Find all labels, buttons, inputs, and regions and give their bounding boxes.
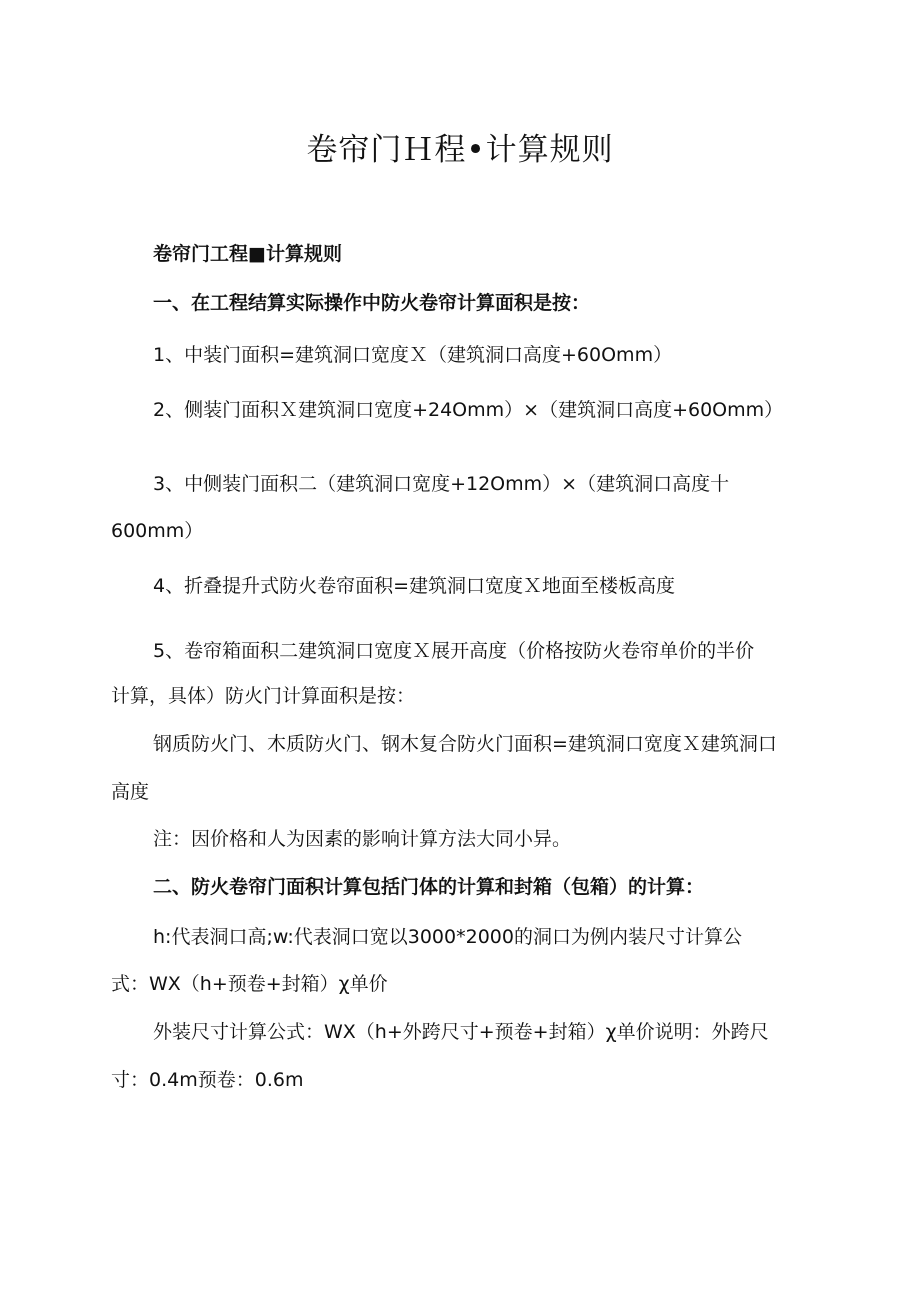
fire-door-formula-continued: 高度: [111, 781, 150, 803]
inner-size-formula-continued: 式：WX（h+预卷+封箱）χ单价: [111, 973, 388, 995]
fire-door-formula: 钢质防火门、木质防火门、钢木复合防火门面积=建筑洞口宽度Ｘ建筑洞口: [153, 733, 777, 755]
outer-size-formula: 外装尺寸计算公式：WX（h+外跨尺寸+预卷+封箱）χ单价说明：外跨尺: [153, 1021, 769, 1043]
section-two-heading: 二、防火卷帘门面积计算包括门体的计算和封箱（包箱）的计算：: [153, 876, 705, 898]
formula-5-continued: 计算，具体）防火门计算面积是按：: [111, 685, 416, 707]
formula-1: 1、中装门面积=建筑洞口宽度Ｘ（建筑洞口高度+60Omm）: [153, 344, 673, 366]
formula-3: 3、中侧装门面积二（建筑洞口宽度+12Omm）×（建筑洞口高度十: [153, 473, 730, 495]
formula-4: 4、折叠提升式防火卷帘面积=建筑洞口宽度Ｘ地面至楼板高度: [153, 575, 676, 597]
formula-3-continued: 600mm）: [111, 520, 204, 542]
document-title: 卷帘门Ｈ程•计算规则: [306, 132, 614, 168]
formula-5: 5、卷帘箱面积二建筑洞口宽度Ｘ展开高度（价格按防火卷帘单价的半价: [153, 640, 755, 662]
note-text: 注：因价格和人为因素的影响计算方法大同小异。: [153, 828, 572, 850]
inner-size-formula: h:代表洞口高;w:代表洞口宽以3000*2000的洞口为例内装尺寸计算公: [153, 926, 742, 948]
outer-size-formula-continued: 寸：0.4m预卷：0.6m: [111, 1069, 304, 1091]
section-one-heading: 一、在工程结算实际操作中防火卷帘计算面积是按：: [153, 292, 591, 314]
section-heading: 卷帘门工程■计算规则: [153, 243, 342, 265]
formula-2: 2、侧装门面积Ｘ建筑洞口宽度+24Omm）×（建筑洞口高度+60Omm）: [153, 399, 784, 421]
